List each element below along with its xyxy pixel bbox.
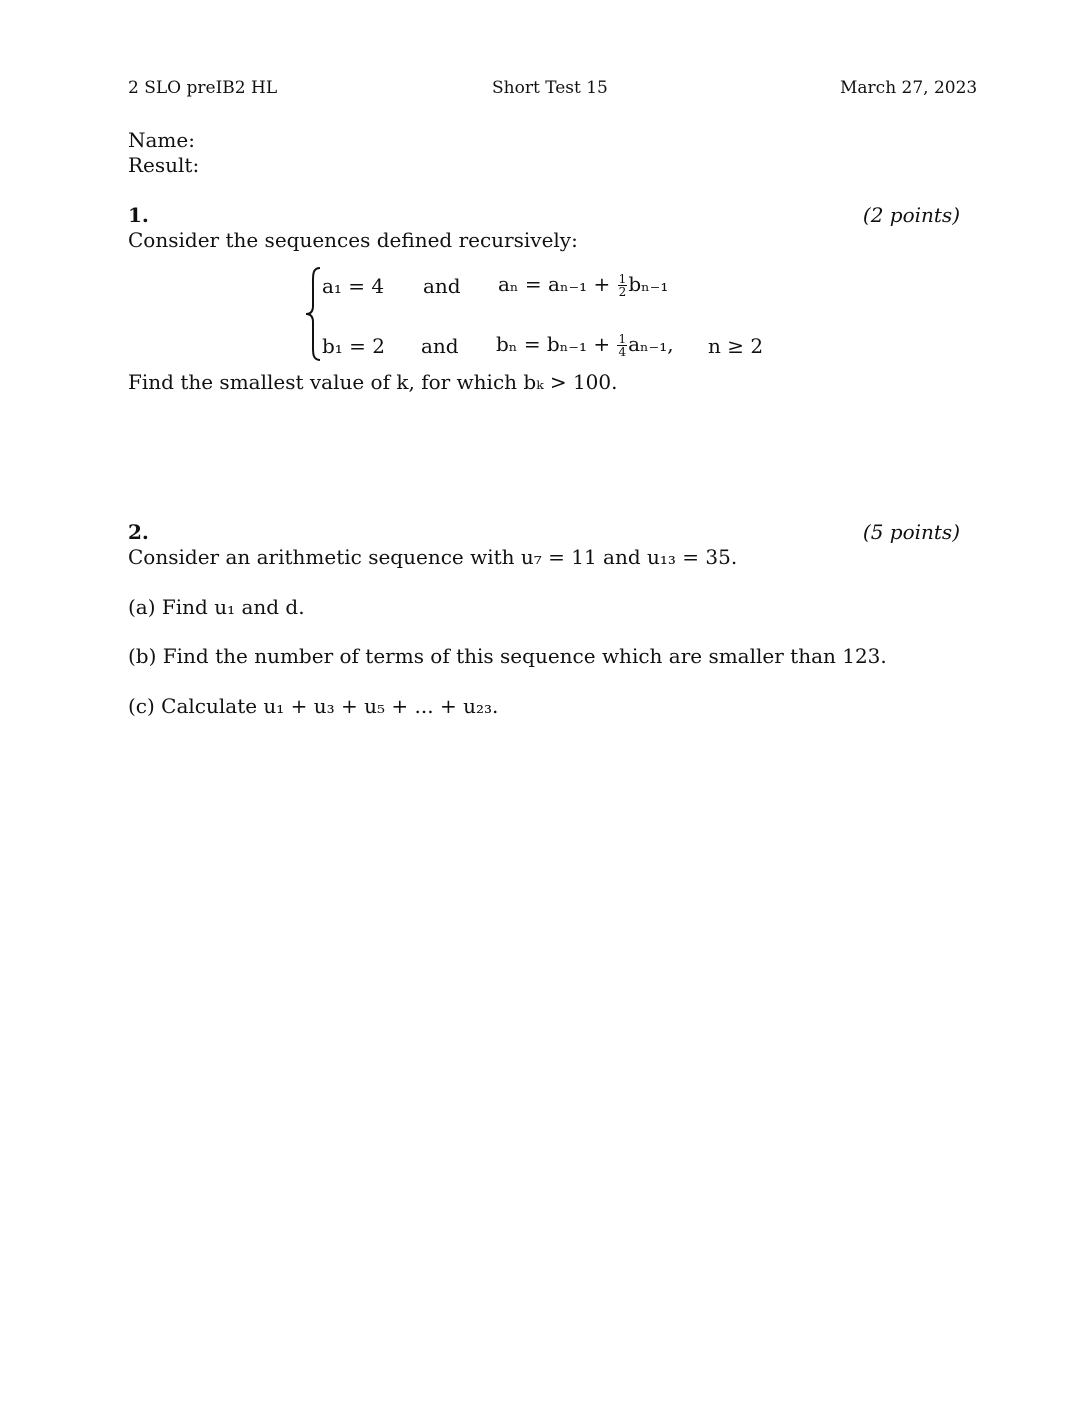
question-1-points: (2 points) — [862, 203, 960, 227]
question-2-points: (5 points) — [862, 520, 960, 544]
part-text: Calculate u₁ + u₃ + u₅ + ... + u₂₃. — [161, 694, 499, 718]
fraction: $\frac{1}{2}$ — [618, 272, 627, 299]
question-2-number: 2. — [128, 520, 149, 544]
system-row-2-and: and — [421, 334, 459, 358]
system-row-1-initial: a₁ = 4 — [322, 274, 385, 298]
question-1-intro: Consider the sequences defined recursively: — [128, 228, 578, 252]
part-label: (c) — [128, 694, 155, 718]
question-2-part-c — [128, 694, 498, 718]
header-course: 2 SLO preIB2 HL — [128, 78, 278, 98]
part-label: (a) — [128, 595, 156, 619]
question-2-part-b — [128, 644, 887, 668]
part-label: (b) — [128, 644, 157, 668]
formula-rhs: bₙ₋₁ — [628, 272, 669, 296]
system-row-2-initial: b₁ = 2 — [322, 334, 386, 358]
question-1-number: 1. — [128, 203, 149, 227]
question-2-part-a — [128, 595, 305, 619]
system-condition: n ≥ 2 — [708, 334, 764, 358]
fraction: $\frac{1}{4}$ — [618, 332, 627, 359]
system-brace — [304, 266, 322, 366]
result-label: Result: — [128, 153, 200, 177]
formula-lhs: bₙ = bₙ₋₁ + — [496, 332, 617, 356]
question-1-task: Find the smallest value of k, for which bₖ > 100. — [128, 370, 618, 394]
part-text: Find the number of terms of this sequence which are smaller than 123. — [162, 644, 887, 668]
question-2-intro: Consider an arithmetic sequence with u₇ = 11 and u₁₃ = 35. — [128, 545, 738, 569]
system-row-1-formula — [498, 272, 668, 298]
formula-lhs: aₙ = aₙ₋₁ + — [498, 272, 617, 296]
system-row-2-formula — [496, 332, 674, 358]
part-text: Find u₁ and d. — [161, 595, 305, 619]
name-label: Name: — [128, 128, 195, 152]
header-date: March 27, 2023 — [840, 78, 978, 98]
formula-rhs: aₙ₋₁, — [628, 332, 674, 356]
system-row-1-and: and — [423, 274, 461, 298]
header-test-title: Short Test 15 — [492, 78, 608, 98]
